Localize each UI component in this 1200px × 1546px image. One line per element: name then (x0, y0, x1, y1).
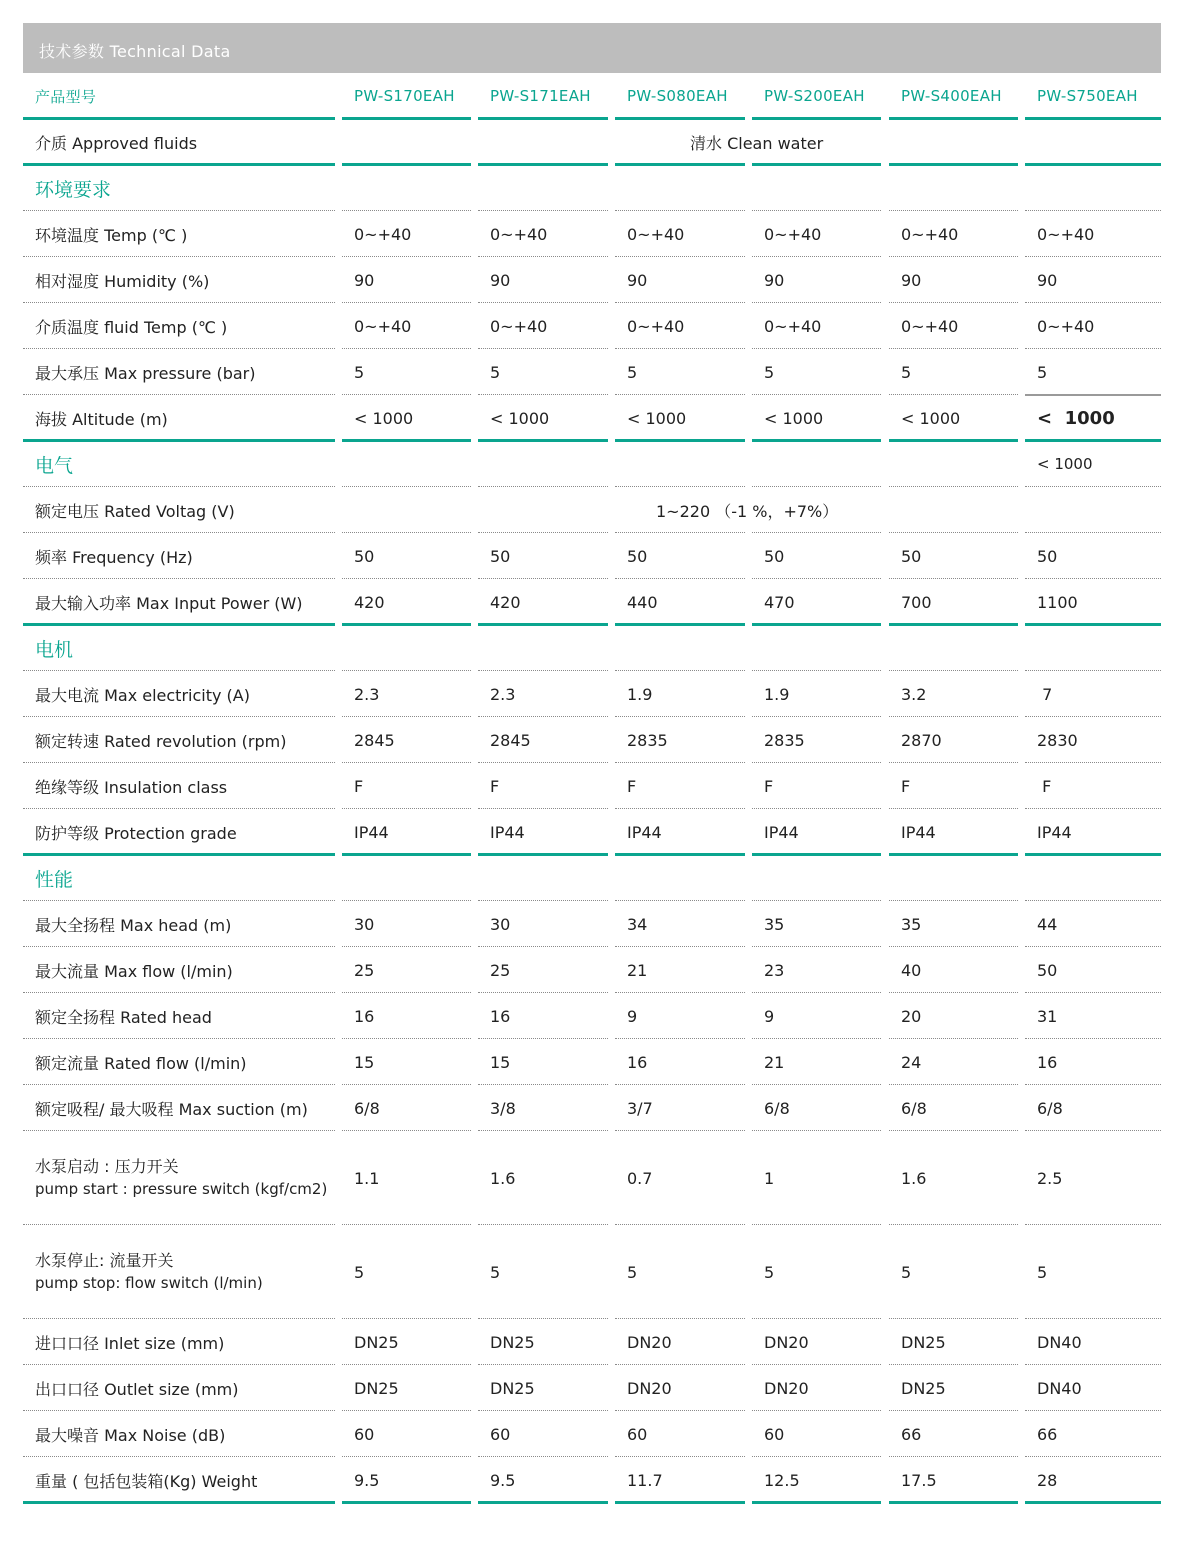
table-cell: 50 (354, 546, 375, 566)
table-cell: 420 (354, 592, 385, 612)
table-cell: 5 (901, 1262, 912, 1282)
table-cell: 1 (764, 1168, 775, 1188)
row-label-text (35, 1249, 263, 1295)
table-cell: 40 (901, 960, 922, 980)
table-cell: DN25 (354, 1332, 399, 1352)
table-cell: DN25 (490, 1378, 535, 1398)
table-cell: 9 (764, 1006, 775, 1026)
section-header (23, 625, 1161, 671)
table-cell: 2.3 (490, 684, 516, 704)
table-cell: DN20 (764, 1332, 809, 1352)
row-label: 介质温度 fluid Temp (℃ ) (35, 317, 228, 337)
model-header-row (23, 73, 1161, 119)
table-cell: 15 (354, 1052, 375, 1072)
table-cell: 440 (627, 592, 658, 612)
row-divider (342, 1501, 471, 1504)
table-cell: IP44 (764, 822, 799, 842)
table-cell: 5 (627, 1262, 638, 1282)
table-cell: 0~+40 (901, 316, 959, 336)
table-row (23, 1365, 1161, 1411)
table-cell: 9.5 (354, 1470, 380, 1490)
table-cell: 35 (764, 914, 785, 934)
table-cell: DN20 (627, 1378, 672, 1398)
table-cell: 60 (627, 1424, 648, 1444)
table-cell: 5 (1037, 362, 1048, 382)
row-label: 最大流量 Max flow (l/min) (35, 961, 233, 981)
row-label: 额定电压 Rated Voltag (V) (35, 501, 235, 521)
row-label: 最大承压 Max pressure (bar) (35, 363, 256, 383)
table-row (23, 349, 1161, 395)
table-row (23, 947, 1161, 993)
model-name: PW-S171EAH (490, 87, 591, 105)
table-cell: 17.5 (901, 1470, 937, 1490)
row-label-line: 水泵启动 : 压力开关 (35, 1157, 179, 1176)
row-label: 最大输入功率 Max Input Power (W) (35, 593, 303, 613)
table-cell: 0~+40 (354, 316, 412, 336)
row-label: 额定全扬程 Rated head (35, 1007, 212, 1027)
table-row (23, 671, 1161, 717)
table-cell: 9.5 (490, 1470, 516, 1490)
table-row (23, 395, 1161, 441)
row-label: 海拔 Altitude (m) (35, 409, 168, 429)
section-title: 电气 (35, 454, 74, 477)
table-cell: 23 (764, 960, 785, 980)
table-row (23, 901, 1161, 947)
table-cell: 1.6 (901, 1168, 927, 1188)
table-cell: 5 (764, 362, 775, 382)
table-cell: 44 (1037, 914, 1058, 934)
table-cell: F (354, 776, 364, 796)
table-cell: 2.5 (1037, 1168, 1063, 1188)
table-cell: 0~+40 (764, 224, 822, 244)
table-cell: 90 (354, 270, 375, 290)
table-row (23, 717, 1161, 763)
table-cell: 1.9 (627, 684, 653, 704)
table-row (23, 533, 1161, 579)
section-header (23, 855, 1161, 901)
table-cell: 60 (354, 1424, 375, 1444)
table-row (23, 1039, 1161, 1085)
table-cell: 50 (627, 546, 648, 566)
table-cell: 5 (764, 1262, 775, 1282)
table-row (23, 303, 1161, 349)
table-cell: 50 (901, 546, 922, 566)
row-divider (615, 1501, 745, 1504)
model-name: PW-S080EAH (627, 87, 728, 105)
section-title: 电机 (35, 638, 74, 661)
section-header (23, 441, 1161, 487)
table-cell: IP44 (354, 822, 389, 842)
table-row (23, 257, 1161, 303)
table-cell: 0~+40 (490, 316, 548, 336)
table-cell: DN40 (1037, 1332, 1082, 1352)
table-cell: < 1000 (1037, 407, 1115, 429)
table-cell: 5 (490, 1262, 501, 1282)
table-cell: 30 (354, 914, 375, 934)
table-cell: 25 (490, 960, 511, 980)
table-cell: 66 (901, 1424, 922, 1444)
section-title: 性能 (35, 868, 74, 891)
table-cell: 1.6 (490, 1168, 516, 1188)
table-cell: 6/8 (354, 1098, 380, 1118)
table-row (23, 1131, 1161, 1225)
table-cell: 2835 (764, 730, 805, 750)
product-model-label: 产品型号 (35, 87, 97, 106)
table-cell: DN20 (764, 1378, 809, 1398)
table-cell: 16 (490, 1006, 511, 1026)
table-cell: F (490, 776, 500, 796)
table-cell: DN25 (354, 1378, 399, 1398)
table-row (23, 763, 1161, 809)
row-label: 最大电流 Max electricity (A) (35, 685, 250, 705)
table-cell: 5 (901, 362, 912, 382)
table-cell: 3/8 (490, 1098, 516, 1118)
table-cell: F (627, 776, 637, 796)
table-cell: IP44 (901, 822, 936, 842)
row-label: 重量 ( 包括包装箱(Kg) Weight (35, 1471, 258, 1491)
table-cell: 0~+40 (490, 224, 548, 244)
table-row (23, 579, 1161, 625)
row-label: 防护等级 Protection grade (35, 823, 237, 843)
table-row (23, 211, 1161, 257)
row-divider (752, 1501, 881, 1504)
row-label: 最大全扬程 Max head (m) (35, 915, 232, 935)
table-cell: 0~+40 (627, 316, 685, 336)
table-cell: 6/8 (764, 1098, 790, 1118)
table-cell: 90 (764, 270, 785, 290)
table-row (23, 1319, 1161, 1365)
table-cell: 6/8 (901, 1098, 927, 1118)
row-label-line: pump stop: flow switch (l/min) (35, 1274, 263, 1292)
table-title: 技术参数 Technical Data (39, 42, 231, 61)
table-cell: F (764, 776, 774, 796)
table-cell: 0.7 (627, 1168, 653, 1188)
table-cell: 34 (627, 914, 648, 934)
table-cell: 5 (354, 362, 365, 382)
row-label: 频率 Frequency (Hz) (35, 547, 193, 567)
table-cell: 30 (490, 914, 511, 934)
table-cell: 1.1 (354, 1168, 380, 1188)
table-row (23, 1411, 1161, 1457)
section-header (23, 165, 1161, 211)
table-cell: 2845 (490, 730, 531, 750)
table-cell: 2835 (627, 730, 668, 750)
fluid-row (23, 119, 1161, 165)
table-cell: 16 (1037, 1052, 1058, 1072)
table-row (23, 1085, 1161, 1131)
table-row (23, 1457, 1161, 1503)
table-row (23, 1225, 1161, 1319)
table-cell: 0~+40 (1037, 224, 1095, 244)
table-cell: 28 (1037, 1470, 1058, 1490)
section-title: 环境要求 (35, 178, 112, 201)
table-cell: DN25 (490, 1332, 535, 1352)
table-cell: 50 (1037, 546, 1058, 566)
row-label: 额定流量 Rated flow (l/min) (35, 1053, 247, 1073)
row-label: 最大噪音 Max Noise (dB) (35, 1425, 226, 1445)
table-cell: 0~+40 (627, 224, 685, 244)
table-cell: 9 (627, 1006, 638, 1026)
table-cell: < 1000 (901, 408, 961, 428)
table-cell: 20 (901, 1006, 922, 1026)
fluid-value: 清水 Clean water (690, 133, 824, 153)
model-name: PW-S170EAH (354, 87, 455, 105)
row-label: 额定吸程/ 最大吸程 Max suction (m) (35, 1099, 308, 1119)
table-cell: 90 (627, 270, 648, 290)
table-cell: 0~+40 (901, 224, 959, 244)
table-cell: IP44 (1037, 822, 1072, 842)
row-divider (478, 1501, 608, 1504)
table-cell: 5 (627, 362, 638, 382)
table-cell: 3.2 (901, 684, 927, 704)
table-cell: DN25 (901, 1378, 946, 1398)
table-cell: 0~+40 (764, 316, 822, 336)
table-cell: IP44 (490, 822, 525, 842)
row-label (23, 1131, 335, 1225)
rated-voltage-value: 1~220 （-1 %，+7%） (656, 501, 839, 521)
table-cell: < 1000 (490, 408, 550, 428)
row-label: 绝缘等级 Insulation class (35, 777, 228, 797)
table-cell: F (1037, 776, 1052, 796)
table-cell: 5 (354, 1262, 365, 1282)
row-divider (889, 1501, 1018, 1504)
table-cell: < 1000 (354, 408, 414, 428)
table-cell: 60 (490, 1424, 511, 1444)
table-cell: 50 (1037, 960, 1058, 980)
table-cell: IP44 (627, 822, 662, 842)
row-label: 额定转速 Rated revolution (rpm) (35, 731, 287, 751)
table-cell: 90 (1037, 270, 1058, 290)
model-name: PW-S200EAH (764, 87, 865, 105)
table-cell: 700 (901, 592, 932, 612)
table-cell: 21 (764, 1052, 785, 1072)
technical-data-table (23, 73, 1161, 1503)
table-cell: 90 (901, 270, 922, 290)
row-label-line: pump start : pressure switch (kgf/cm2) (35, 1180, 328, 1198)
table-cell: DN25 (901, 1332, 946, 1352)
table-cell: DN40 (1037, 1378, 1082, 1398)
table-cell: < 1000 (764, 408, 824, 428)
row-label-text (35, 1155, 327, 1201)
row-divider (1025, 1501, 1161, 1504)
row-label: 环境温度 Temp (℃ ) (35, 225, 188, 245)
side-note: < 1000 (1037, 455, 1093, 473)
table-cell: 11.7 (627, 1470, 663, 1490)
table-cell: 2830 (1037, 730, 1078, 750)
table-cell: 5 (490, 362, 501, 382)
table-cell: 12.5 (764, 1470, 800, 1490)
table-cell: DN20 (627, 1332, 672, 1352)
table-cell: F (901, 776, 911, 796)
table-row (23, 487, 1161, 533)
table-cell: 5 (1037, 1262, 1048, 1282)
table-row (23, 809, 1161, 855)
table-cell: 3/7 (627, 1098, 653, 1118)
table-cell: 25 (354, 960, 375, 980)
row-label: 介质 Approved fluids (35, 133, 198, 153)
table-cell: 6/8 (1037, 1098, 1063, 1118)
row-divider (23, 1501, 335, 1504)
table-cell: 16 (354, 1006, 375, 1026)
table-cell: 2845 (354, 730, 395, 750)
table-cell: 15 (490, 1052, 511, 1072)
table-cell: 2870 (901, 730, 942, 750)
row-label-line: 水泵停止: 流量开关 (35, 1251, 174, 1270)
row-label: 相对湿度 Humidity (%) (35, 271, 210, 291)
table-cell: 1.9 (764, 684, 790, 704)
table-cell: 470 (764, 592, 795, 612)
model-name: PW-S750EAH (1037, 87, 1138, 105)
table-cell: 2.3 (354, 684, 380, 704)
table-header-banner (23, 23, 1161, 73)
model-name: PW-S400EAH (901, 87, 1002, 105)
table-cell: 21 (627, 960, 648, 980)
row-label (23, 1225, 335, 1319)
row-label: 出口口径 Outlet size (mm) (35, 1379, 239, 1399)
table-cell: 0~+40 (1037, 316, 1095, 336)
table-cell: 31 (1037, 1006, 1058, 1026)
table-cell: 1100 (1037, 592, 1078, 612)
table-cell: 7 (1037, 684, 1053, 704)
row-label: 进口口径 Inlet size (mm) (35, 1333, 225, 1353)
table-cell: 24 (901, 1052, 922, 1072)
table-row (23, 993, 1161, 1039)
table-cell: < 1000 (627, 408, 687, 428)
table-cell: 50 (490, 546, 511, 566)
table-cell: 35 (901, 914, 922, 934)
table-cell: 0~+40 (354, 224, 412, 244)
table-cell: 16 (627, 1052, 648, 1072)
table-cell: 420 (490, 592, 521, 612)
table-cell: 90 (490, 270, 511, 290)
table-cell: 60 (764, 1424, 785, 1444)
table-cell: 50 (764, 546, 785, 566)
table-cell: 66 (1037, 1424, 1058, 1444)
